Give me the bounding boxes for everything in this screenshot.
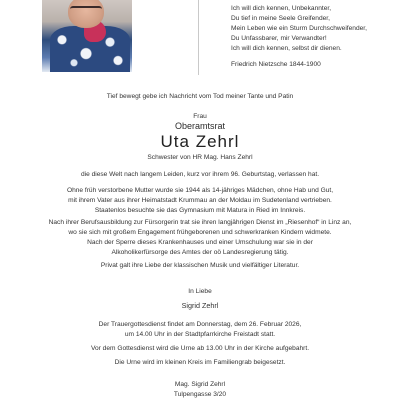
intro-text: Tief bewegt gebe ich Nachricht vom Tod meiner Tante und Patin	[106, 93, 294, 100]
signer-name: Sigrid Zehrl	[181, 301, 219, 310]
biography-paragraph-4	[0, 261, 400, 271]
photo-face	[68, 0, 104, 28]
poem-line: Ich will dich kennen, selbst dir dienen.	[231, 45, 342, 53]
deceased-name: Uta Zehrl	[160, 132, 240, 151]
photo-glasses	[70, 6, 102, 14]
biography-line: Nach der Sperre dieses Krankenhauses und einer Umschulung war sie in der	[87, 239, 313, 246]
biography-line: wo sie sich mit großem Engagement frühgeborenen und schwerkranken Kindern widmete.	[68, 229, 332, 236]
header-divider	[198, 0, 199, 75]
biography-line: Ohne früh verstorbene Mutter wurde sie 1944 als 14-jähriges Mädchen, ohne Hab und Gut,	[66, 187, 334, 194]
portrait-photo	[42, 0, 132, 72]
footer-name: Mag. Sigrid Zehrl	[174, 381, 226, 388]
salutation: Frau	[193, 113, 207, 120]
biography-paragraph-3	[0, 218, 400, 258]
biography-line: Staatenlos besuchte sie das Gymnasium mit Matura in Ried im Innkreis.	[94, 207, 306, 214]
service-paragraph-1	[0, 320, 400, 340]
in-liebe: In Liebe	[188, 288, 212, 295]
service-paragraph-2	[0, 344, 400, 354]
biography-line: mit ihrem Vater aus ihrer Heimatstadt Krummau an der Moldau im Sudetenland vertrieben.	[68, 197, 332, 204]
deceased-relation: Schwester von HR Mag. Hans Zehrl	[147, 154, 253, 161]
service-line: um 14.00 Uhr in der Stadtpfarrkirche Freistadt statt.	[124, 331, 276, 338]
poem-line: Du Unfassbarer, mir Verwandter!	[231, 35, 327, 43]
footer-street: Tulpengasse 3/20	[173, 391, 227, 398]
footer-address	[0, 380, 400, 400]
deceased-title: Oberamtsrat	[174, 121, 225, 131]
poem-line: Mein Leben wie ein Sturm Durchschweifender,	[231, 25, 367, 33]
service-line: Die Urne wird im kleinen Kreis im Familiengrab beigesetzt.	[114, 359, 286, 366]
biography-line: Privat galt ihre Liebe der klassischen Musik und vielfältiger Literatur.	[100, 262, 300, 269]
poem-line: Du tief in meine Seele Greifender,	[231, 15, 330, 23]
biography-line: Alkoholikerfürsorge des Amtes der oö Landesregierung tätig.	[111, 249, 289, 256]
poem	[231, 4, 391, 71]
service-line: Der Trauergottesdienst findet am Donnerstag, dem 26. Februar 2026,	[98, 321, 302, 328]
biography-paragraph-2	[0, 186, 400, 216]
service-line: Vor dem Gottesdienst wird die Urne ab 13.00 Uhr in der Kirche aufgebahrt.	[90, 345, 310, 352]
service-paragraph-3	[0, 358, 400, 368]
biography-paragraph-1	[0, 170, 400, 180]
poem-author: Friedrich Nietzsche 1844-1900	[231, 61, 321, 69]
biography-line: Nach ihrer Berufsausbildung zur Fürsorgerin trat sie ihren langjährigen Dienst im „Riesenhof“ in Linz an,	[48, 219, 352, 226]
biography-line: die diese Welt nach langem Leiden, kurz vor ihrem 96. Geburtstag, verlassen hat.	[80, 171, 320, 178]
poem-line: Ich will dich kennen, Unbekannter,	[231, 5, 332, 12]
